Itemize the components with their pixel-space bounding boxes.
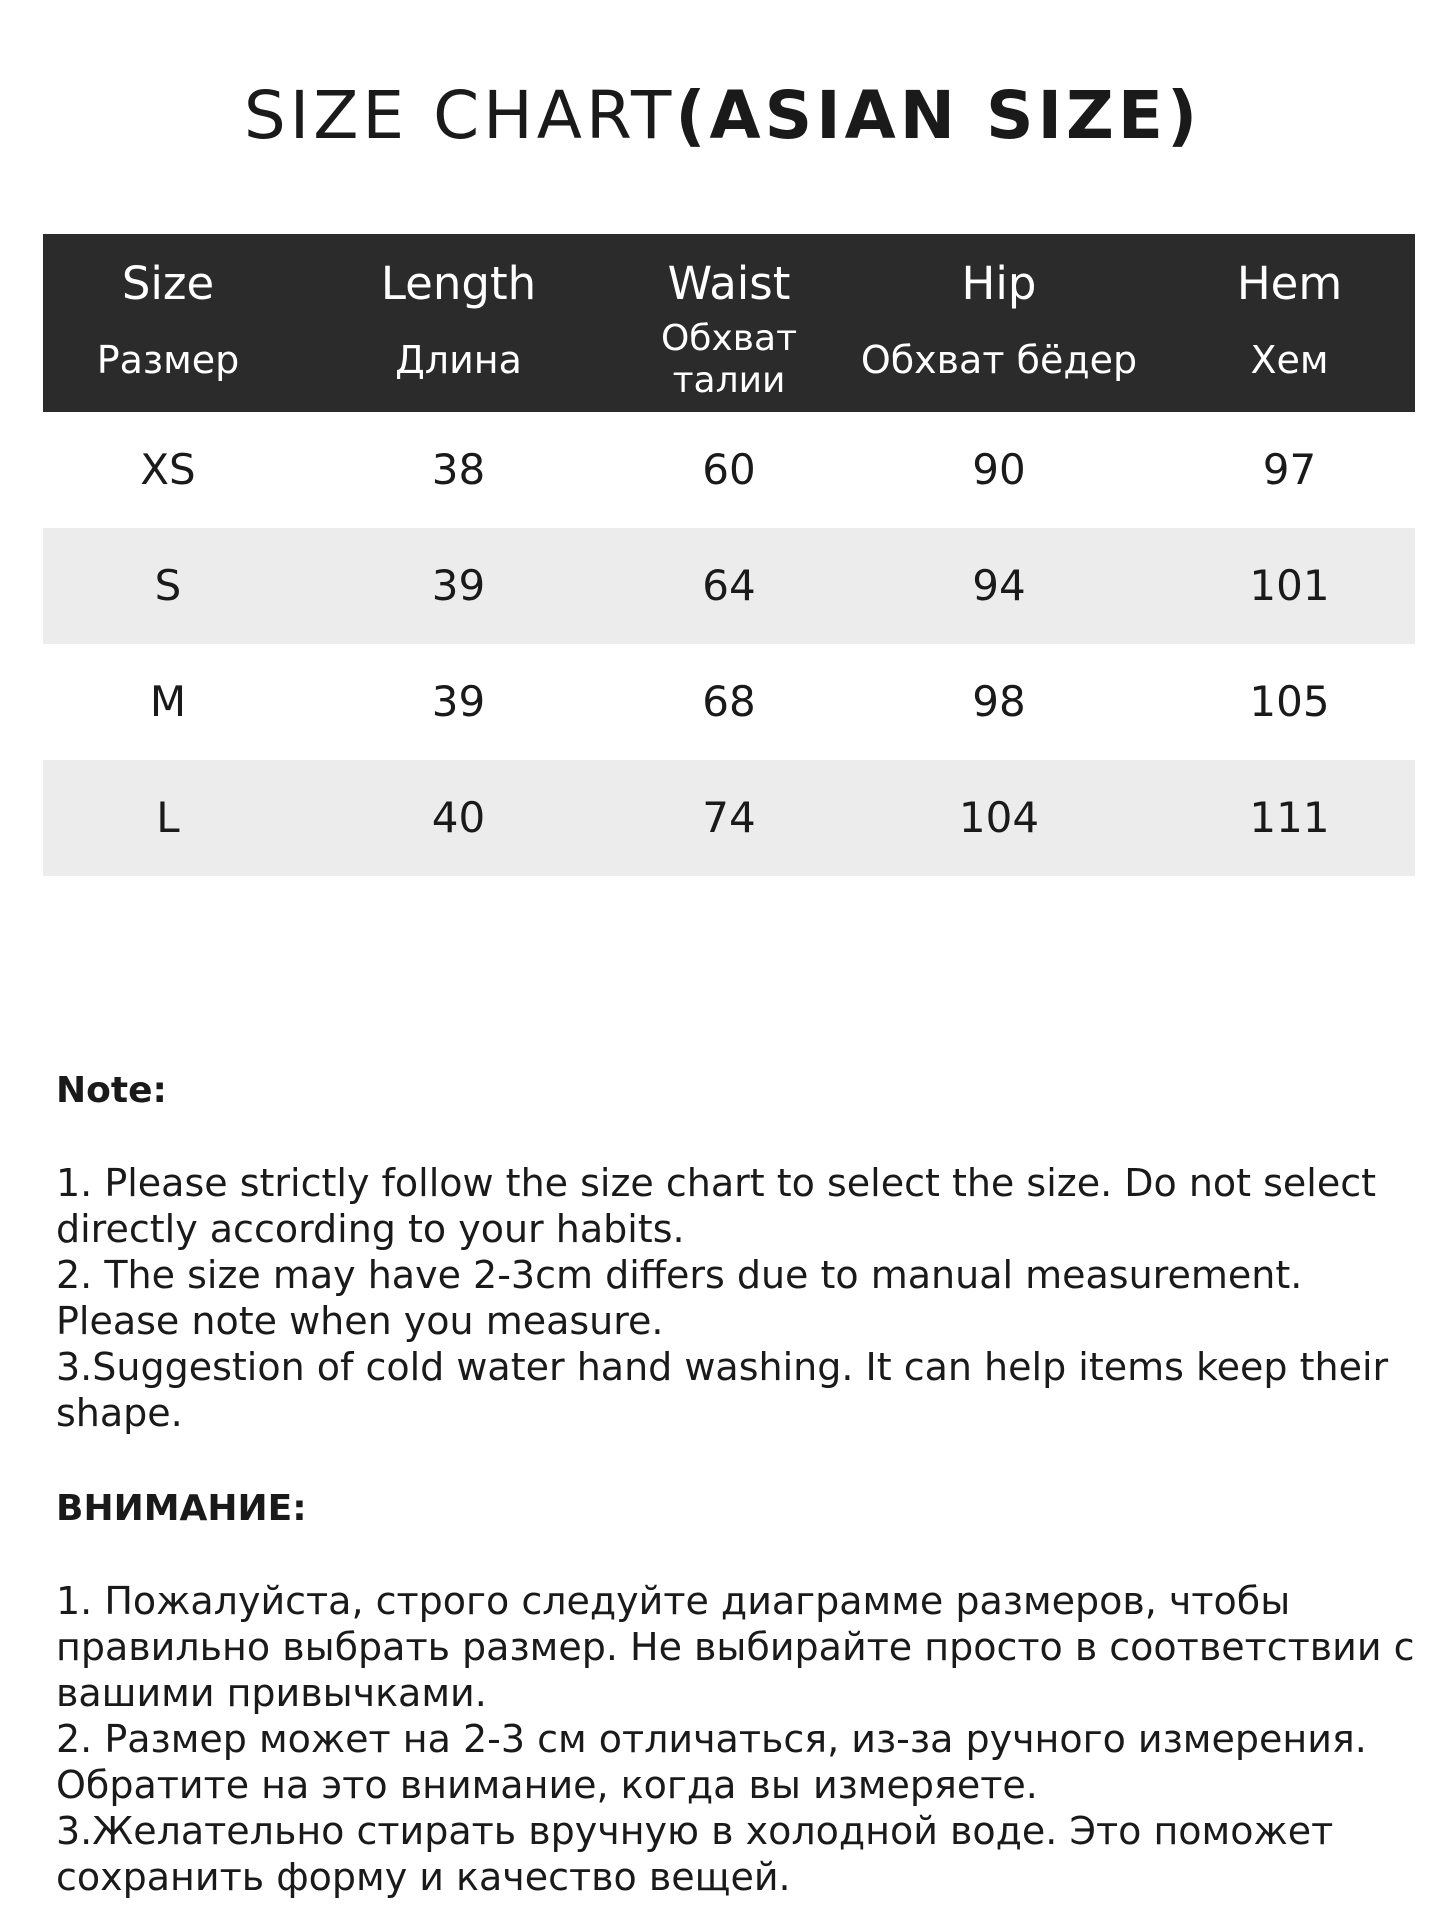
table-header (43, 234, 1415, 412)
title-qualifier: (ASIAN SIZE) (675, 77, 1202, 154)
cell-waist: 68 (702, 677, 756, 726)
header-waist (624, 234, 834, 412)
note-item: 3.Suggestion of cold water hand washing. It can help items keep their shape. (56, 1345, 1389, 1435)
note-section (56, 1068, 1416, 1436)
cell-hip: 104 (958, 793, 1040, 842)
cell-hem: 111 (1249, 793, 1330, 842)
cell-hem: 97 (1262, 445, 1317, 494)
table-row (43, 644, 1415, 760)
cell-size: M (149, 677, 187, 726)
table-row (43, 528, 1415, 644)
cell-hip: 98 (972, 677, 1026, 726)
size-table (43, 234, 1415, 876)
header-label-ru: Размер (96, 338, 240, 382)
cell-size: S (154, 561, 182, 610)
attention-item: 3.Желательно стирать вручную в холодной воде. Это поможет сохранить форму и качество вещей. (56, 1809, 1334, 1899)
header-hip (834, 234, 1164, 412)
header-hem (1164, 234, 1415, 412)
header-label-ru: Обхват бёдер (860, 338, 1138, 382)
header-label-en: Waist (667, 257, 791, 310)
header-label-ru: Длина (395, 338, 522, 382)
cell-hip: 90 (972, 445, 1026, 494)
attention-section (56, 1486, 1416, 1900)
header-length (293, 234, 624, 412)
cell-size: L (156, 793, 180, 842)
note-item: 1. Please strictly follow the size chart to select the size. Do not select directly according to your habits. (56, 1161, 1377, 1251)
page-title (0, 78, 1445, 154)
header-label-en: Hem (1236, 257, 1343, 310)
header-size (43, 234, 293, 412)
cell-hip: 94 (972, 561, 1026, 610)
note-heading: Note: (56, 1070, 167, 1111)
cell-length: 40 (431, 793, 486, 842)
attention-heading: ВНИМАНИЕ: (56, 1488, 307, 1529)
cell-waist: 60 (702, 445, 756, 494)
cell-size: XS (140, 445, 196, 494)
cell-hem: 105 (1249, 677, 1330, 726)
table-row (43, 412, 1415, 528)
title-main: SIZE CHART (243, 77, 676, 154)
cell-waist: 74 (702, 793, 756, 842)
header-label-en: Hip (961, 257, 1037, 310)
cell-length: 39 (431, 677, 486, 726)
header-label-en: Size (121, 257, 215, 310)
cell-length: 39 (431, 561, 486, 610)
header-label-en: Length (380, 257, 537, 310)
note-item: 2. The size may have 2-3cm differs due to manual measurement. Please note when you measure. (56, 1253, 1303, 1343)
attention-item: 1. Пожалуйста, строго следуйте диаграмме размеров, чтобы правильно выбрать размер. Не выбирайте просто в соответствии с вашими привычками. (56, 1579, 1415, 1715)
header-label-ru: Хем (1250, 338, 1329, 382)
header-label-ru: Обхват талии (660, 318, 798, 401)
table-row (43, 760, 1415, 876)
attention-item: 2. Размер может на 2-3 см отличаться, из-за ручного измерения. Обратите на это внимание, когда вы измеряете. (56, 1717, 1367, 1807)
cell-waist: 64 (702, 561, 756, 610)
cell-length: 38 (431, 445, 486, 494)
cell-hem: 101 (1249, 561, 1330, 610)
